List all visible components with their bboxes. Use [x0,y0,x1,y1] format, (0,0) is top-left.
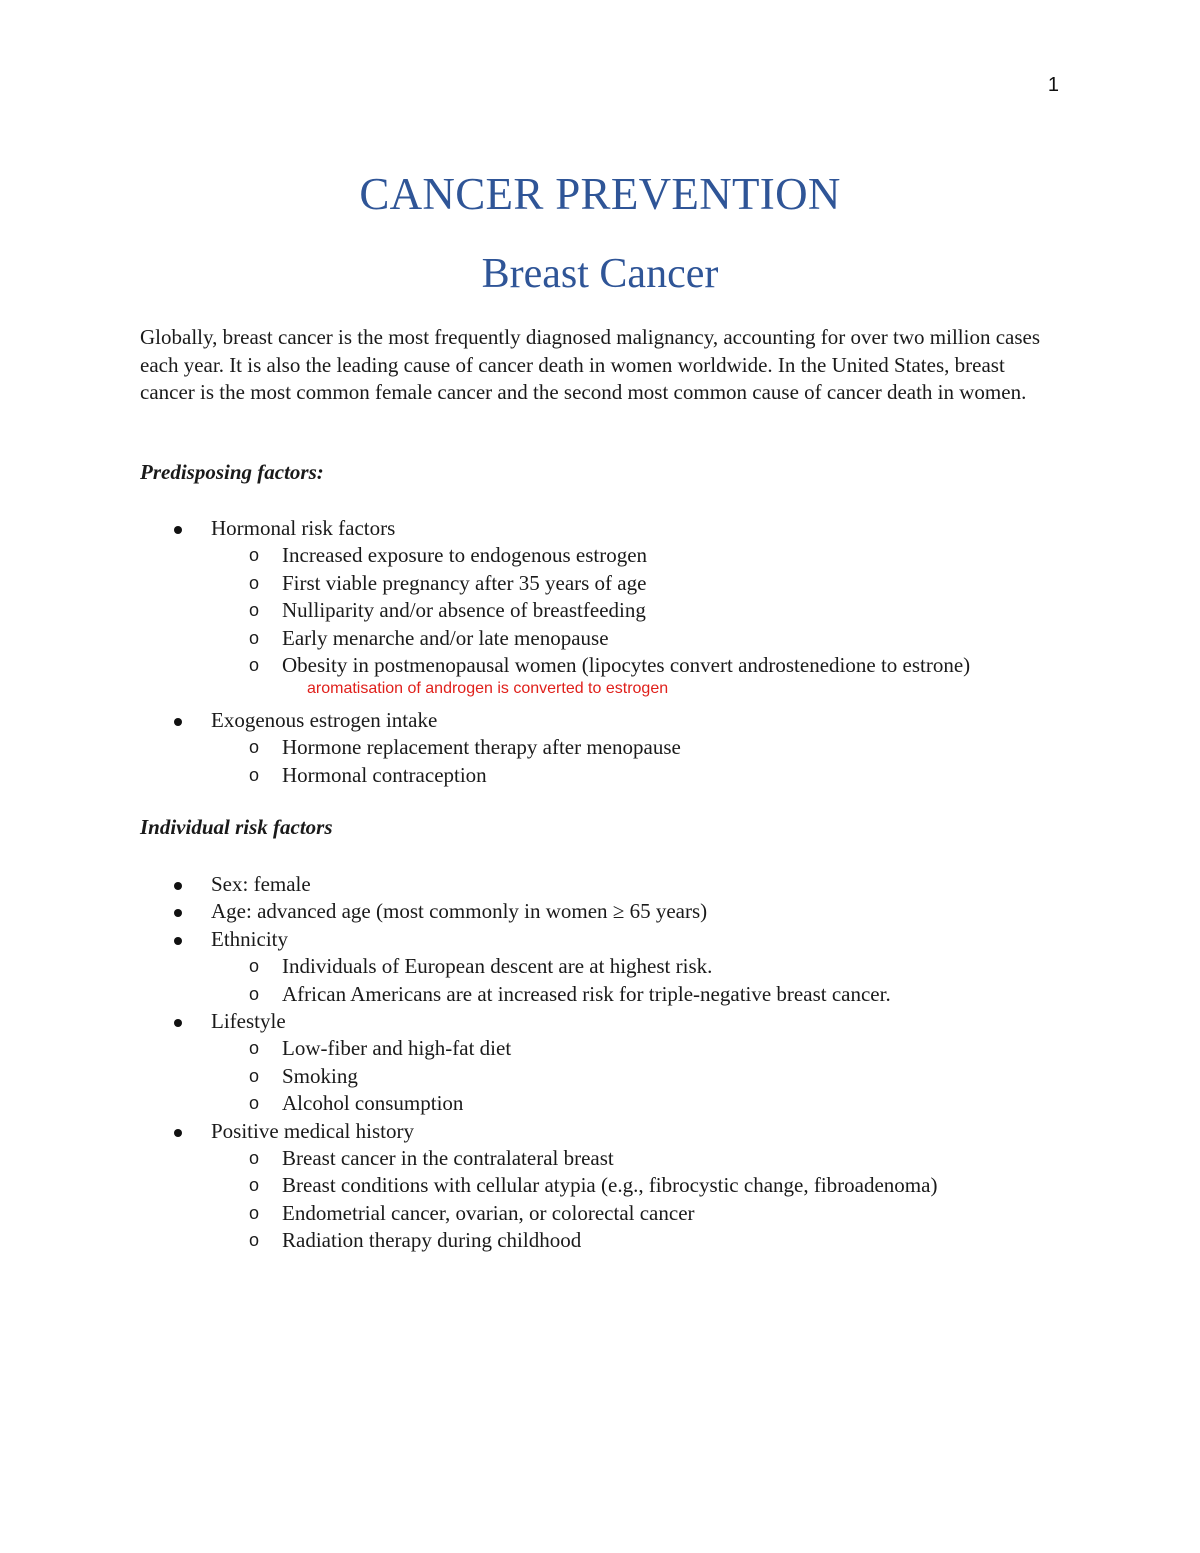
section-heading-predisposing: Predisposing factors: [140,460,324,484]
section-heading-individual: Individual risk factors [140,815,333,839]
list-item-text: Alcohol consumption [282,1091,464,1116]
circle-bullet-icon: o [249,545,260,566]
list-item-text: Age: advanced age (most commonly in women ≥ 65 years) [211,899,708,924]
list-item-text: Ethnicity [211,926,288,951]
sub-list-item [0,625,1200,652]
list-item-text: Sex: female [211,872,311,896]
sub-list-item [0,1172,1200,1199]
sub-list-item [0,981,1200,1008]
sub-list-item [0,570,1200,597]
intro-paragraph: Globally, breast cancer is the most frequently diagnosed malignancy, accounting for over two million cases each year. It is also the leading cause of cancer death in women worldwide. In the United States, breast cancer is the most common female cancer and the second most common cause of cancer death in women. [140,325,1041,404]
list-item [0,515,1200,542]
bullet-icon [174,526,182,534]
predisposing-factors-list [0,515,1200,789]
sub-list-item [0,1145,1200,1172]
list-item-text: Increased exposure to endogenous estrogen [282,543,648,568]
document-title: CANCER PREVENTION [359,169,841,219]
annotation-note: aromatisation of androgen is converted to estrogen [307,680,669,697]
page-number: 1 [1047,74,1059,96]
sub-list-item [0,953,1200,980]
list-item-text: Smoking [282,1063,358,1088]
list-item-text: Nulliparity and/or absence of breastfeeding [282,598,646,623]
circle-bullet-icon: o [249,1093,260,1114]
bullet-icon [174,718,182,726]
list-item-text: Endometrial cancer, ovarian, or colorectal cancer [282,1200,695,1225]
list-item-text: Low-fiber and high-fat diet [282,1036,512,1061]
bullet-icon [174,1019,182,1027]
circle-bullet-icon: o [249,1065,260,1086]
list-item [0,926,1200,953]
bullet-icon [174,937,182,945]
bullet-icon [174,882,182,890]
list-item [0,1008,1200,1035]
list-item-text: Obesity in postmenopausal women (lipocytes convert androstenedione to estrone) [282,652,971,677]
list-item-text: Exogenous estrogen intake [211,707,438,732]
sub-list-item [0,762,1200,789]
sub-list-item [0,1227,1200,1254]
sub-list-item [0,1200,1200,1227]
list-item-text: Hormonal risk factors [211,516,396,540]
sub-list-item [0,734,1200,761]
circle-bullet-icon: o [249,1202,260,1223]
circle-bullet-icon: o [249,956,260,977]
circle-bullet-icon: o [249,1147,260,1168]
list-item [0,871,1200,898]
circle-bullet-icon: o [249,572,260,593]
list-item [0,1118,1200,1145]
circle-bullet-icon: o [249,764,260,785]
individual-risk-factors-list [0,871,1200,1254]
list-item-text: Breast cancer in the contralateral breast [282,1145,614,1170]
list-item [0,707,1200,734]
document-subtitle: Breast Cancer [481,251,719,297]
circle-bullet-icon: o [249,737,260,758]
circle-bullet-icon: o [249,600,260,621]
sub-list-item [0,542,1200,569]
circle-bullet-icon: o [249,1038,260,1059]
sub-list-item [0,652,1200,679]
list-item-text: Breast conditions with cellular atypia (e.g., fibrocystic change, fibroadenoma) [282,1173,938,1198]
list-item-text: Individuals of European descent are at highest risk. [282,954,713,979]
sub-list-item [0,597,1200,624]
list-item-text: Radiation therapy during childhood [282,1228,582,1253]
list-item-text: Early menarche and/or late menopause [282,625,609,650]
list-item-text: African Americans are at increased risk for triple-negative breast cancer. [282,981,891,1006]
list-item-text: Hormone replacement therapy after menopause [282,735,681,760]
list-item-text: First viable pregnancy after 35 years of age [282,570,647,595]
list-item [0,898,1200,925]
list-item-text: Positive medical history [211,1118,414,1143]
sub-list-item [0,1035,1200,1062]
list-item-text: Lifestyle [211,1008,286,1033]
circle-bullet-icon: o [249,1175,260,1196]
list-item-text: Hormonal contraception [282,762,487,787]
circle-bullet-icon: o [249,983,260,1004]
circle-bullet-icon: o [249,627,260,648]
sub-list-item [0,1063,1200,1090]
bullet-icon [174,1129,182,1137]
circle-bullet-icon: o [249,654,260,675]
circle-bullet-icon: o [249,1230,260,1251]
bullet-icon [174,909,182,917]
sub-list-item [0,1090,1200,1117]
